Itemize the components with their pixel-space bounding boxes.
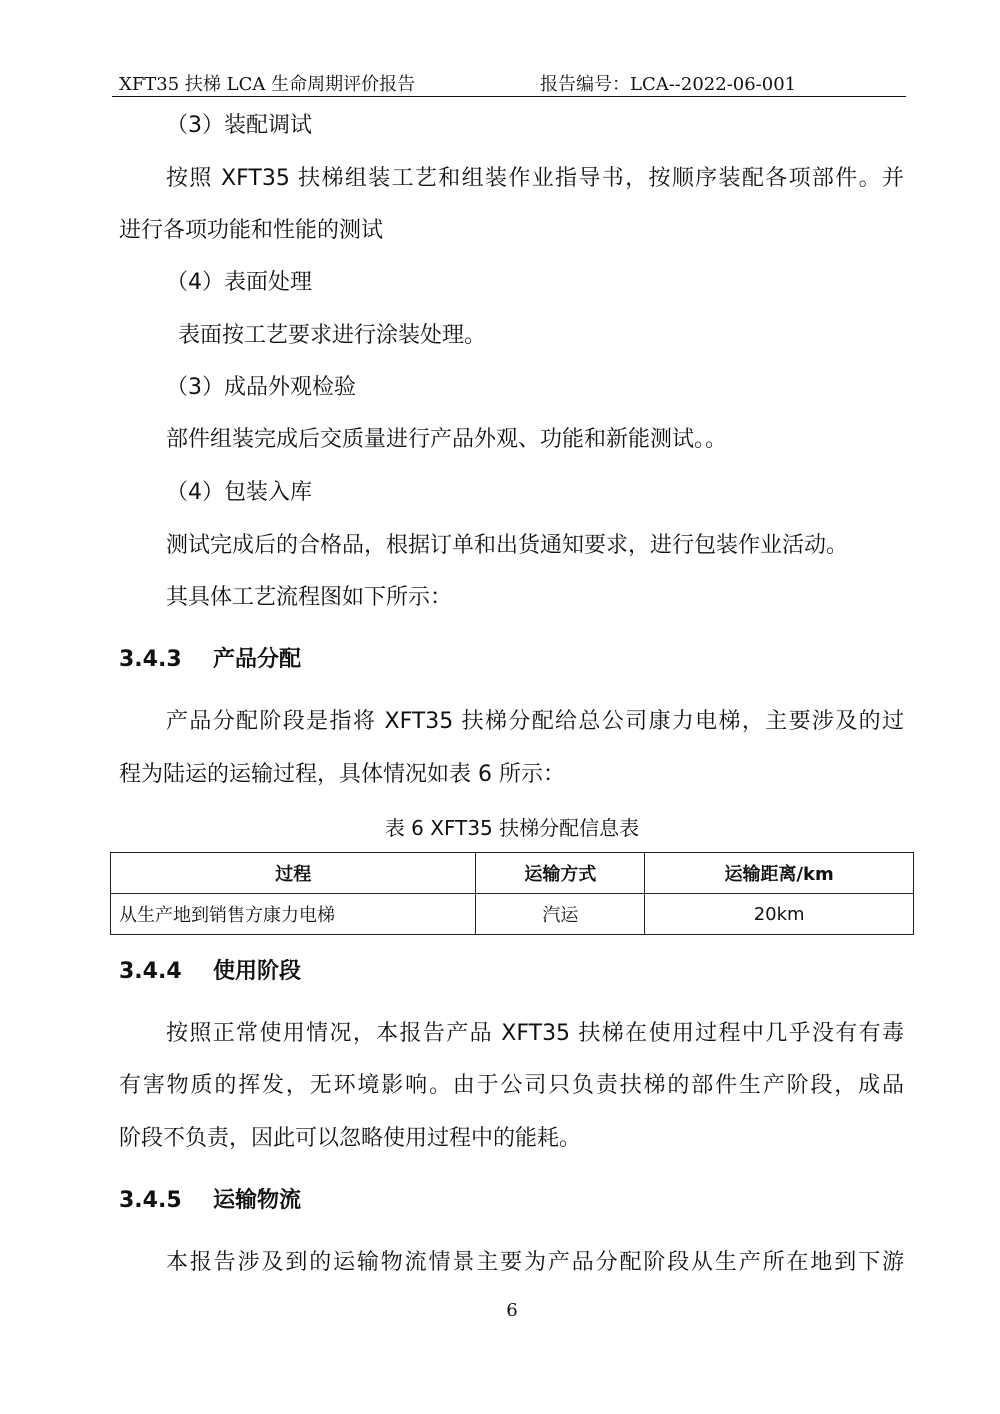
step-title-assembly: （3）装配调试 [166, 113, 312, 138]
step-title-inspection: （3）成品外观检验 [166, 375, 356, 400]
paragraph-line: 程为陆运的运输过程，具体情况如表 6 所示： [119, 762, 565, 787]
paragraph-line: 测试完成后的合格品，根据订单和出货通知要求，进行包装作业活动。 [166, 533, 849, 558]
page-number: 6 [506, 1300, 518, 1321]
paragraph-line: 按照 XFT35 扶梯组装工艺和组装作业指导书，按顺序装配各项部件。并 [166, 166, 904, 191]
paragraph-line: 按照正常使用情况，本报告产品 XFT35 扶梯在使用过程中几乎没有有毒 [166, 1021, 904, 1046]
section-heading-3-4-5 [119, 1186, 301, 1216]
step-title-packaging: （4）包装入库 [166, 480, 312, 505]
column-header: 运输方式 [476, 853, 645, 894]
paragraph-line: 产品分配阶段是指将 XFT35 扶梯分配给总公司康力电梯，主要涉及的过 [166, 709, 904, 734]
section-title: 使用阶段 [213, 959, 302, 984]
section-title: 产品分配 [213, 647, 302, 672]
step-title-surface: （4）表面处理 [166, 270, 312, 295]
distribution-table [110, 852, 914, 935]
section-title: 运输物流 [213, 1188, 302, 1213]
section-heading-3-4-4 [119, 957, 301, 987]
running-header-title: XFT35 扶梯 LCA 生命周期评价报告 [119, 74, 416, 95]
table-cell: 20km [645, 894, 914, 935]
paragraph-line: 其具体工艺流程图如下所示： [166, 585, 453, 610]
table-header-row [111, 853, 914, 894]
section-number: 3.4.3 [119, 647, 182, 672]
table-caption: 表 6 XFT35 扶梯分配信息表 [384, 816, 640, 840]
paragraph-line: 有害物质的挥发，无环境影响。由于公司只负责扶梯的部件生产阶段，成品 [119, 1073, 904, 1098]
table-row [111, 894, 914, 935]
paragraph-line: 阶段不负责，因此可以忽略使用过程中的能耗。 [119, 1126, 582, 1151]
paragraph-line: 部件组装完成后交质量进行产品外观、功能和新能测试。。 [166, 427, 728, 452]
report-number: 报告编号：LCA--2022-06-001 [540, 74, 797, 95]
header-divider [112, 96, 906, 97]
section-number: 3.4.4 [119, 959, 182, 984]
paragraph-line: 进行各项功能和性能的测试 [119, 218, 384, 243]
section-number: 3.4.5 [119, 1188, 182, 1213]
section-heading-3-4-3 [119, 645, 301, 675]
column-header: 运输距离/km [645, 853, 914, 894]
table-cell: 汽运 [476, 894, 645, 935]
paragraph-line: 表面按工艺要求进行涂装处理。 [178, 323, 487, 348]
paragraph-line: 本报告涉及到的运输物流情景主要为产品分配阶段从生产所在地到下游 [166, 1250, 904, 1275]
column-header: 过程 [111, 853, 476, 894]
table-cell: 从生产地到销售方康力电梯 [111, 894, 476, 935]
